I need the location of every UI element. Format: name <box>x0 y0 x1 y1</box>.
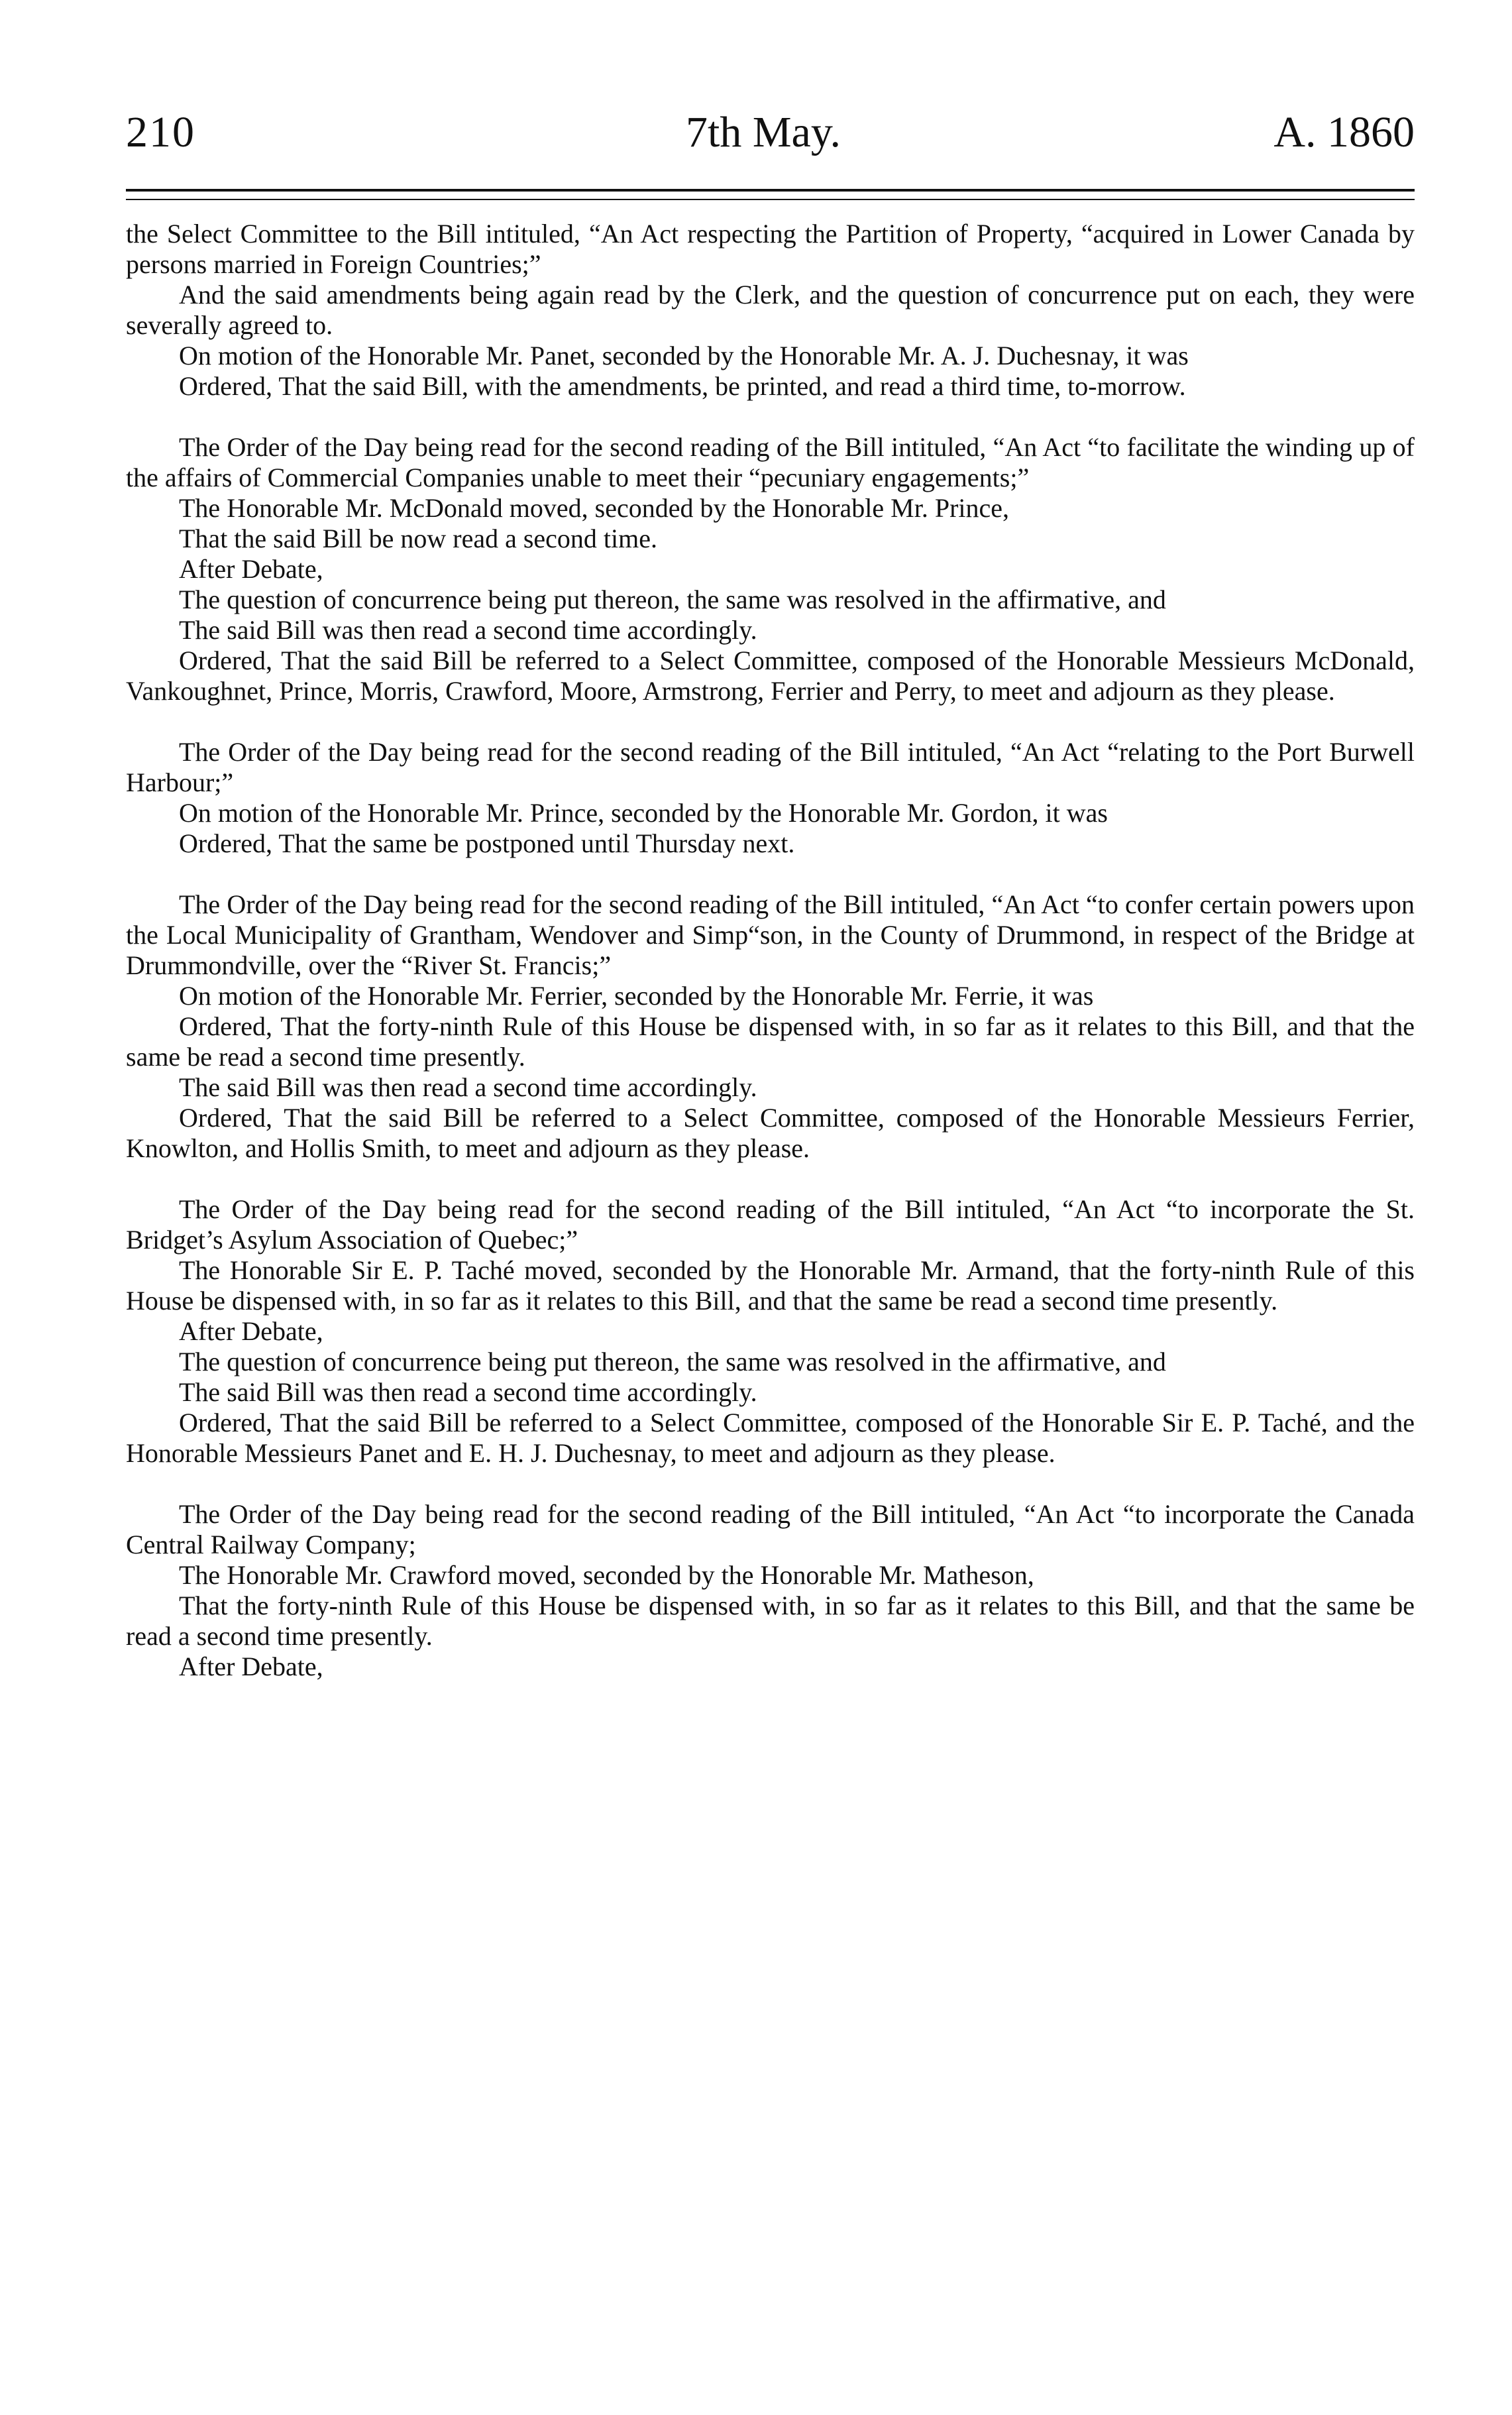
text-line: The said Bill was then read a second time accordingly. <box>179 1072 757 1102</box>
paragraph-1 <box>126 219 1415 402</box>
text-line: The Honorable Mr. Crawford moved, seconded by the Honorable Mr. Matheson, <box>179 1560 1034 1590</box>
text-line: Ordered, That the said Bill, with the amendments, be printed, and read a third time, to-morrow. <box>179 371 1186 401</box>
text-line: Ordered, That the said Bill be referred to a Select Committee, composed of the Honorable Messieurs Ferrier, Knowlton, and Hollis Smith, to meet and adjourn as they please. <box>126 1103 1415 1163</box>
text-line: That the forty-ninth Rule of this House be dispensed with, in so far as it relates to this Bill, and that the same be read a second time presently. <box>126 1591 1415 1651</box>
text-line: After Debate, <box>179 554 323 584</box>
text-line: On motion of the Honorable Mr. Ferrier, seconded by the Honorable Mr. Ferrie, it was <box>179 981 1094 1011</box>
header-rule-thin <box>126 199 1415 200</box>
text-line: The said Bill was then read a second time accordingly. <box>179 615 757 645</box>
text-line: The Order of the Day being read for the second reading of the Bill intituled, “An Act “to confer certain powers upon the Local Municipality of Grantham, Wendover and Simp“son, in the County of Drummond, in respect of the Bridge at Drummondville, over the “River St. Francis;” <box>126 889 1415 980</box>
page-number: 210 <box>126 108 195 156</box>
paragraph-4 <box>126 889 1415 1164</box>
paragraph-3 <box>126 737 1415 859</box>
text-line: The question of concurrence being put thereon, the same was resolved in the affirmative, and <box>179 1347 1166 1376</box>
page-date: 7th May. <box>686 108 841 156</box>
text-line: The Order of the Day being read for the second reading of the Bill intituled, “An Act “relating to the Port Burwell Harbour;” <box>126 737 1415 797</box>
text-line: The Order of the Day being read for the second reading of the Bill intituled, “An Act “to incorporate the St. Bridget’s Asylum Association of Quebec;” <box>126 1194 1415 1255</box>
text-line: On motion of the Honorable Mr. Panet, seconded by the Honorable Mr. A. J. Duchesnay, it was <box>179 341 1189 370</box>
page-body <box>126 219 1415 1713</box>
text-line: On motion of the Honorable Mr. Prince, seconded by the Honorable Mr. Gordon, it was <box>179 798 1108 828</box>
paragraph-5 <box>126 1194 1415 1469</box>
text-line: And the said amendments being again read by the Clerk, and the question of concurrence put on each, they were severally agreed to. <box>126 280 1415 340</box>
text-line: Ordered, That the said Bill be referred to a Select Committee, composed of the Honorable Messieurs McDonald, Vankoughnet, Prince, Morris, Crawford, Moore, Armstrong, Ferrier and Perry, to meet and adjourn as they please. <box>126 646 1415 706</box>
text-line: After Debate, <box>179 1316 323 1346</box>
text-line: Ordered, That the said Bill be referred to a Select Committee, composed of the Honorable Sir E. P. Taché, and the Honorable Messieurs Panet and E. H. J. Duchesnay, to meet and adjourn as they please. <box>126 1408 1415 1468</box>
text-line: The question of concurrence being put thereon, the same was resolved in the affirmative, and <box>179 585 1166 614</box>
text-line: The said Bill was then read a second time accordingly. <box>179 1377 757 1407</box>
text-line: The Order of the Day being read for the second reading of the Bill intituled, “An Act “to incorporate the Canada Central Railway Company; <box>126 1499 1415 1559</box>
page-year: A. 1860 <box>1273 108 1415 156</box>
text-line: The Honorable Mr. McDonald moved, seconded by the Honorable Mr. Prince, <box>179 493 1010 523</box>
paragraph-2 <box>126 432 1415 706</box>
text-line: The Honorable Sir E. P. Taché moved, seconded by the Honorable Mr. Armand, that the forty-ninth Rule of this House be dispensed with, in so far as it relates to this Bill, and that the same be read a second time presently. <box>126 1255 1415 1316</box>
page-header <box>126 99 1415 166</box>
paragraph-6 <box>126 1499 1415 1682</box>
header-rule-thick <box>126 189 1415 192</box>
text-line: Ordered, That the same be postponed until Thursday next. <box>179 828 795 858</box>
text-line: The Order of the Day being read for the second reading of the Bill intituled, “An Act “to facilitate the winding up of the affairs of Commercial Companies unable to meet their “pecuniary engagements;” <box>126 432 1415 492</box>
text-line: That the said Bill be now read a second time. <box>179 524 658 553</box>
text-line: Ordered, That the forty-ninth Rule of this House be dispensed with, in so far as it relates to this Bill, and that the same be read a second time presently. <box>126 1011 1415 1072</box>
text-line: After Debate, <box>179 1652 323 1681</box>
text-line: the Select Committee to the Bill intituled, “An Act respecting the Partition of Property, “acquired in Lower Canada by persons married in Foreign Countries;” <box>126 219 1415 279</box>
